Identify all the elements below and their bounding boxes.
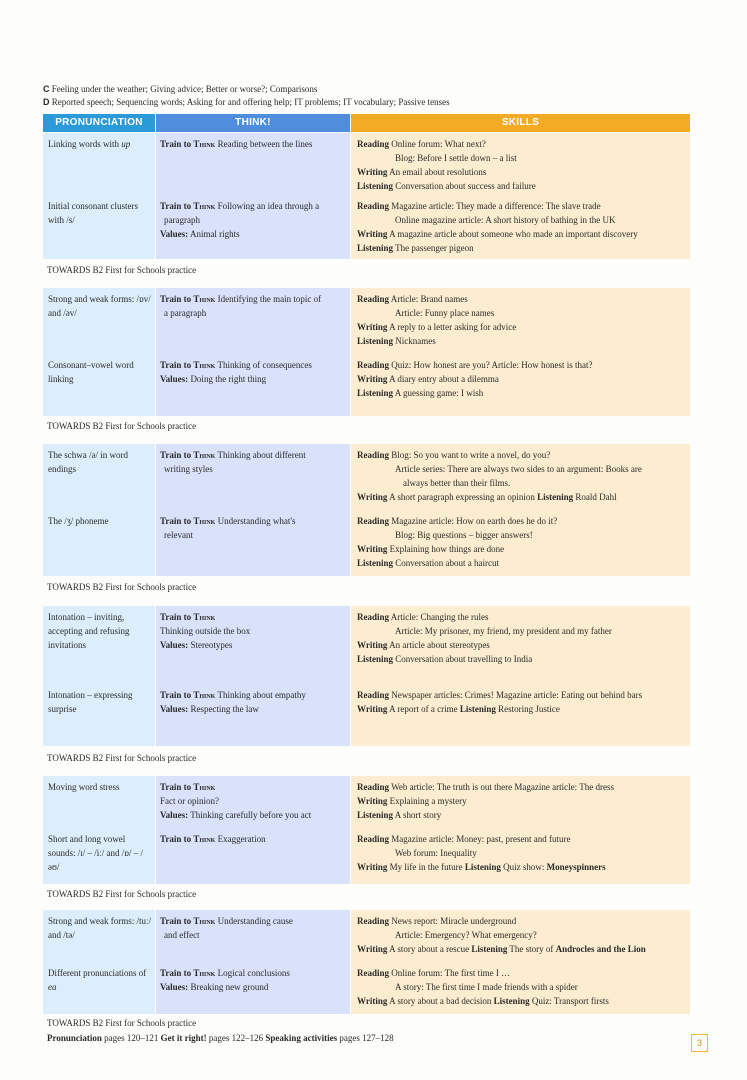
skills-line: Article: Emergency? What emergency? [395,930,537,940]
think-line: Thinking outside the box [160,626,251,636]
think-header: THINK! [156,114,350,132]
skills-header: SKILLS [351,114,690,132]
think-line: Train to Think Identifying the main topic of [160,294,322,304]
skill-label: Writing [357,322,388,332]
pronunciation-cell [48,358,152,386]
pronunciation-text: Strong and weak forms: /tuː/ and /tə/ [48,916,151,940]
skills-line: Reading Article: Changing the rules [357,612,489,622]
think-word: Think [193,782,216,792]
skills-line: Reading Magazine article: They made a difference: The slave trade [357,201,601,211]
skill-label: Writing [357,944,388,954]
footer-pages: pages 122–126 [206,1033,266,1043]
skills-line: Article series: There are always two sides to an argument: Books are [395,464,642,474]
think-line: Train to Think Thinking about different [160,450,306,460]
train-label: Train to [160,294,194,304]
intro-line-c [43,83,703,96]
think-line [160,780,348,794]
values-line: Values: Animal rights [160,229,240,239]
train-label: Train to [160,450,194,460]
pronunciation-cell [48,966,152,994]
skills-cell [357,610,689,666]
skills-line: always better than their films. [403,478,511,488]
pronunciation-cell [48,914,152,942]
skills-line: Writing A diary entry about a dilemma [357,374,499,384]
skills-line: Listening The passenger pigeon [357,243,474,253]
skills-cell [357,914,689,956]
skills-cell [357,780,689,822]
train-label: Train to [160,516,194,526]
skills-line: Listening Conversation about success and failure [357,181,536,191]
skills-cell [357,514,689,570]
skill-label: Listening [459,704,496,714]
think-cell [160,610,348,652]
pronunciation-cell [48,832,152,874]
skill-label: Reading [357,139,390,149]
skill-label: Listening [357,654,394,664]
pronunciation-cell [48,137,152,151]
skill-label: Writing [357,544,388,554]
skills-line: Reading Article: Brand names [357,294,468,304]
towards-practice: TOWARDS B2 First for Schools practice [47,753,197,763]
skill-label: Writing [357,374,388,384]
think-word: Think [193,916,216,926]
pronunciation-cell [48,780,152,794]
skill-label: Reading [357,612,390,622]
skills-line: Blog: Before I settle down – a list [395,153,517,163]
skill-label: Writing [357,862,388,872]
think-cell [160,780,348,822]
skill-label: Reading [357,968,390,978]
train-label: Train to [160,834,194,844]
skill-label: Listening [357,388,394,398]
skill-label: Reading [357,450,390,460]
values-label: Values: [160,810,189,820]
values-label: Values: [160,374,189,384]
think-cell [160,358,348,386]
skills-line: Listening Conversation about a haircut [357,558,499,568]
skills-line: Reading Online forum: What next? [357,139,486,149]
values-line: Values: Stereotypes [160,640,233,650]
skills-line: A story: The first time I made friends with a spider [395,982,578,992]
pronunciation-cell [48,199,152,227]
footer-label: Get it right! [160,1033,207,1043]
skills-line: Writing A story about a rescue Listening The story of Androcles and the Lion [357,944,646,954]
pronunciation-text: Different pronunciations of ea [48,968,147,992]
skill-label: Listening [357,558,394,568]
think-word: Think [193,968,216,978]
skills-line: Blog: Big questions – bigger answers! [395,530,533,540]
values-line: Values: Doing the right thing [160,374,267,384]
pronunciation-italic: up [121,139,131,149]
train-label: Train to [160,916,194,926]
think-line: Train to Think Logical conclusions [160,968,290,978]
pronunciation-header: PRONUNCIATION [43,114,155,132]
think-cell [160,688,348,716]
think-line: writing styles [164,464,213,474]
train-label: Train to [160,201,194,211]
skills-line: Listening Nicknames [357,336,436,346]
pronunciation-cell [48,610,152,652]
pronunciation-cell [48,292,152,320]
skills-line: Reading Quiz: How honest are you? Article: How honest is that? [357,360,593,370]
skill-label: Writing [357,996,388,1006]
skills-line: Writing An email about resolutions [357,167,487,177]
pronunciation-cell [48,688,152,716]
skills-line: Writing A reply to a letter asking for advice [357,322,517,332]
skills-cell [357,832,689,874]
skills-line: Article: My prisoner, my friend, my president and my father [395,626,612,636]
think-line [160,610,348,624]
skills-line: Reading News report: Miracle underground [357,916,517,926]
towards-practice: TOWARDS B2 First for Schools practice [47,421,197,431]
pronunciation-text: Intonation – expressing surprise [48,690,133,714]
think-line: Train to Think Following an idea through a [160,201,320,211]
think-word: Think [193,201,216,211]
skills-line: Article: Funny place names [395,308,495,318]
skill-label: Listening [471,944,508,954]
think-line: Fact or opinion? [160,796,219,806]
skills-line: Writing Explaining how things are done [357,544,505,554]
train-label: Train to [160,968,194,978]
think-word: Think [193,450,216,460]
skills-line: Listening A guessing game: I wish [357,388,484,398]
think-line: Train to Think Exaggeration [160,834,266,844]
pronunciation-text: Moving word stress [48,782,120,792]
train-label: Train to [160,690,194,700]
skills-cell [357,292,689,348]
skills-line: Writing A magazine article about someone who made an important discovery [357,229,638,239]
skills-line: Writing A story about a bad decision Listening Quiz: Transport firsts [357,996,609,1006]
pronunciation-text: Linking words with up [48,139,131,149]
skills-line: Listening A short story [357,810,442,820]
skill-label: Writing [357,167,388,177]
values-label: Values: [160,229,189,239]
skill-label: Reading [357,360,390,370]
skill-label: Reading [357,201,390,211]
skill-label: Androcles and the Lion [555,944,646,954]
think-line: relevant [164,530,193,540]
towards-practice: TOWARDS B2 First for Schools practice [47,265,197,275]
think-cell [160,199,348,241]
think-word: Think [193,360,216,370]
values-label: Values: [160,640,189,650]
skill-label: Reading [357,294,390,304]
pronunciation-text: The /ʒ/ phoneme [48,516,109,526]
pronunciation-text: The schwa /ə/ in word endings [48,450,128,474]
skills-line: Reading Magazine article: How on earth does he do it? [357,516,558,526]
values-line: Values: Thinking carefully before you act [160,810,312,820]
think-word: Think [193,834,216,844]
skill-label: Writing [357,704,388,714]
skill-label: Listening [537,492,574,502]
unit-intro [43,83,703,109]
values-line: Values: Breaking new ground [160,982,269,992]
think-line: Train to Think Reading between the lines [160,139,313,149]
think-cell [160,292,348,320]
towards-practice: TOWARDS B2 First for Schools practice [47,889,197,899]
towards-practice: TOWARDS B2 First for Schools practice [47,582,197,592]
skills-line: Writing A report of a crime Listening Restoring Justice [357,704,560,714]
skills-line: Writing A short paragraph expressing an opinion Listening Roald Dahl [357,492,617,502]
footer-pages: pages 120–121 [101,1033,161,1043]
think-cell [160,966,348,994]
values-label: Values: [160,982,189,992]
think-word: Think [193,516,216,526]
think-line: a paragraph [164,308,207,318]
think-cell [160,914,348,942]
skill-label: Listening [357,810,394,820]
skills-cell [357,966,689,1008]
think-cell [160,137,348,151]
pronunciation-text: Consonant–vowel word linking [48,360,134,384]
pronunciation-text: Short and long vowel sounds: /ɪ/ – /iː/ and /ɒ/ – /əʊ/ [48,834,143,872]
skills-line: Reading Blog: So you want to write a novel, do you? [357,450,551,460]
pronunciation-text: Intonation – inviting, accepting and refusing invitations [48,612,130,650]
intro-letter: D [43,97,50,107]
page-number: 3 [691,1034,708,1052]
pronunciation-cell [48,514,152,528]
skills-line: Online magazine article: A short history of bathing in the UK [395,215,616,225]
skill-label: Reading [357,834,390,844]
skill-label: Writing [357,640,388,650]
skill-label: Reading [357,782,390,792]
intro-line-d [43,96,703,109]
think-line: Train to Think Thinking about empathy [160,690,306,700]
skills-cell [357,199,689,255]
train-label: Train to [160,612,194,622]
think-line: paragraph [164,215,200,225]
think-line: Train to Think Understanding cause [160,916,293,926]
pronunciation-text: Strong and weak forms: /ɒv/ and /əv/ [48,294,151,318]
think-cell [160,448,348,476]
values-label: Values: [160,704,189,714]
skills-line: Writing My life in the future Listening Quiz show: Moneyspinners [357,862,606,872]
skills-line: Listening Conversation about travelling to India [357,654,533,664]
skills-line: Reading Newspaper articles: Crimes! Magazine article: Eating out behind bars [357,690,643,700]
intro-text: Reported speech; Sequencing words; Asking for and offering help; IT problems; IT vocabulary; Passive tenses [51,97,450,107]
intro-letter: C [43,84,50,94]
skill-label: Writing [357,796,388,806]
footer [47,1032,394,1044]
skill-label: Listening [357,336,394,346]
towards-practice: TOWARDS B2 First for Schools practice [47,1018,197,1028]
train-label: Train to [160,782,194,792]
skills-cell [357,688,689,716]
train-label: Train to [160,139,194,149]
footer-pages: pages 127–128 [337,1033,394,1043]
skill-label: Reading [357,516,390,526]
column-background [43,133,155,259]
skill-label: Moneyspinners [546,862,606,872]
think-word: Think [193,690,216,700]
footer-label: Speaking activities [265,1033,338,1043]
skills-line: Writing An article about stereotypes [357,640,490,650]
think-cell [160,832,348,846]
think-line: Train to Think Understanding what's [160,516,296,526]
skills-cell [357,448,689,504]
skill-label: Listening [464,862,501,872]
skills-line: Reading Web article: The truth is out there Magazine article: The dress [357,782,614,792]
skill-label: Writing [357,492,388,502]
skills-line: Reading Online forum: The first time I … [357,968,511,978]
pronunciation-text: Initial consonant clusters with /s/ [48,201,138,225]
skill-label: Reading [357,916,390,926]
skills-line: Reading Magazine article: Money: past, present and future [357,834,571,844]
pronunciation-cell [48,448,152,476]
think-word: Think [193,139,216,149]
values-line: Values: Respecting the law [160,704,259,714]
skill-label: Listening [357,243,394,253]
think-line: and effect [164,930,200,940]
skill-label: Listening [493,996,530,1006]
train-label: Train to [160,360,194,370]
skill-label: Listening [357,181,394,191]
skill-label: Writing [357,229,388,239]
footer-label: Pronunciation [47,1033,102,1043]
think-word: Think [193,294,216,304]
skills-cell [357,137,689,193]
skills-cell [357,358,689,400]
skill-label: Reading [357,690,390,700]
think-line: Train to Think Thinking of consequences [160,360,312,370]
skills-line: Web forum: Inequality [395,848,477,858]
intro-text: Feeling under the weather; Giving advice; Better or worse?; Comparisons [51,84,318,94]
think-word: Think [193,612,216,622]
skills-line: Writing Explaining a mystery [357,796,467,806]
pronunciation-italic: ea [48,982,57,992]
think-cell [160,514,348,542]
